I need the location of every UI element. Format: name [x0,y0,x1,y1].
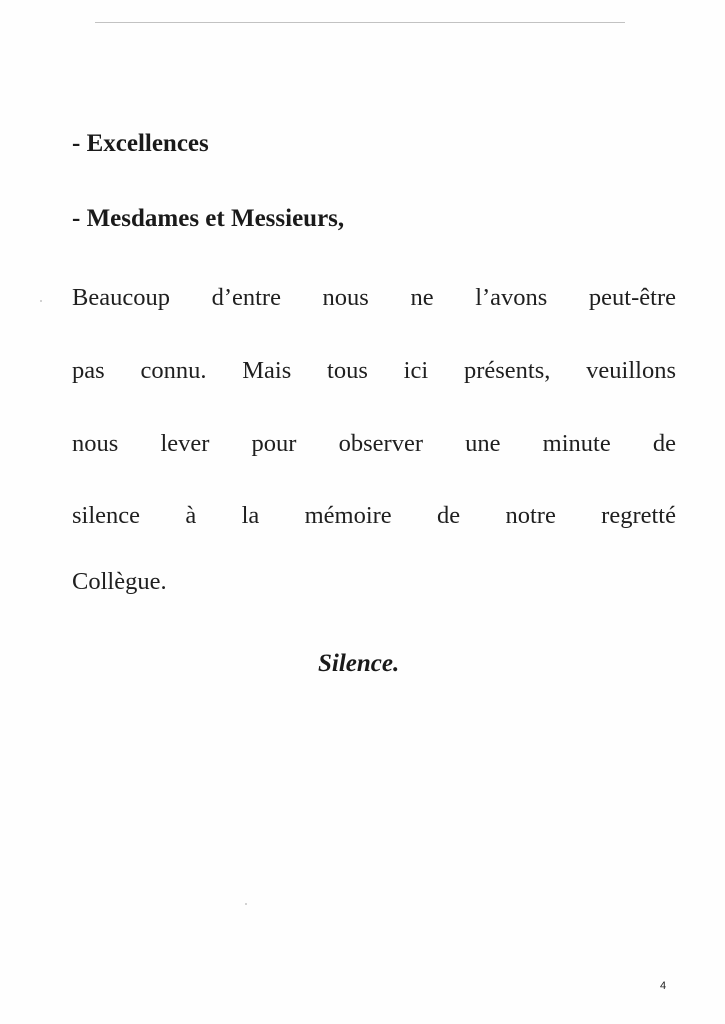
paragraph-line: pas connu. Mais tous ici présents, veuillons [72,357,676,384]
salutation-excellences: - Excellences [72,130,209,157]
scan-speck [245,903,247,905]
top-rule-divider [95,22,625,23]
stage-direction-silence: Silence. [318,650,400,677]
paragraph-line: nous lever pour observer une minute de [72,430,676,457]
page-number: 4 [660,980,667,992]
paragraph-line: silence à la mémoire de notre regretté [72,502,676,529]
paragraph-line: Collègue. [72,568,167,595]
scan-speck [40,300,42,302]
salutation-mesdames-messieurs: - Mesdames et Messieurs, [72,205,345,232]
paragraph-line: Beaucoup d’entre nous ne l’avons peut-être [72,284,676,311]
